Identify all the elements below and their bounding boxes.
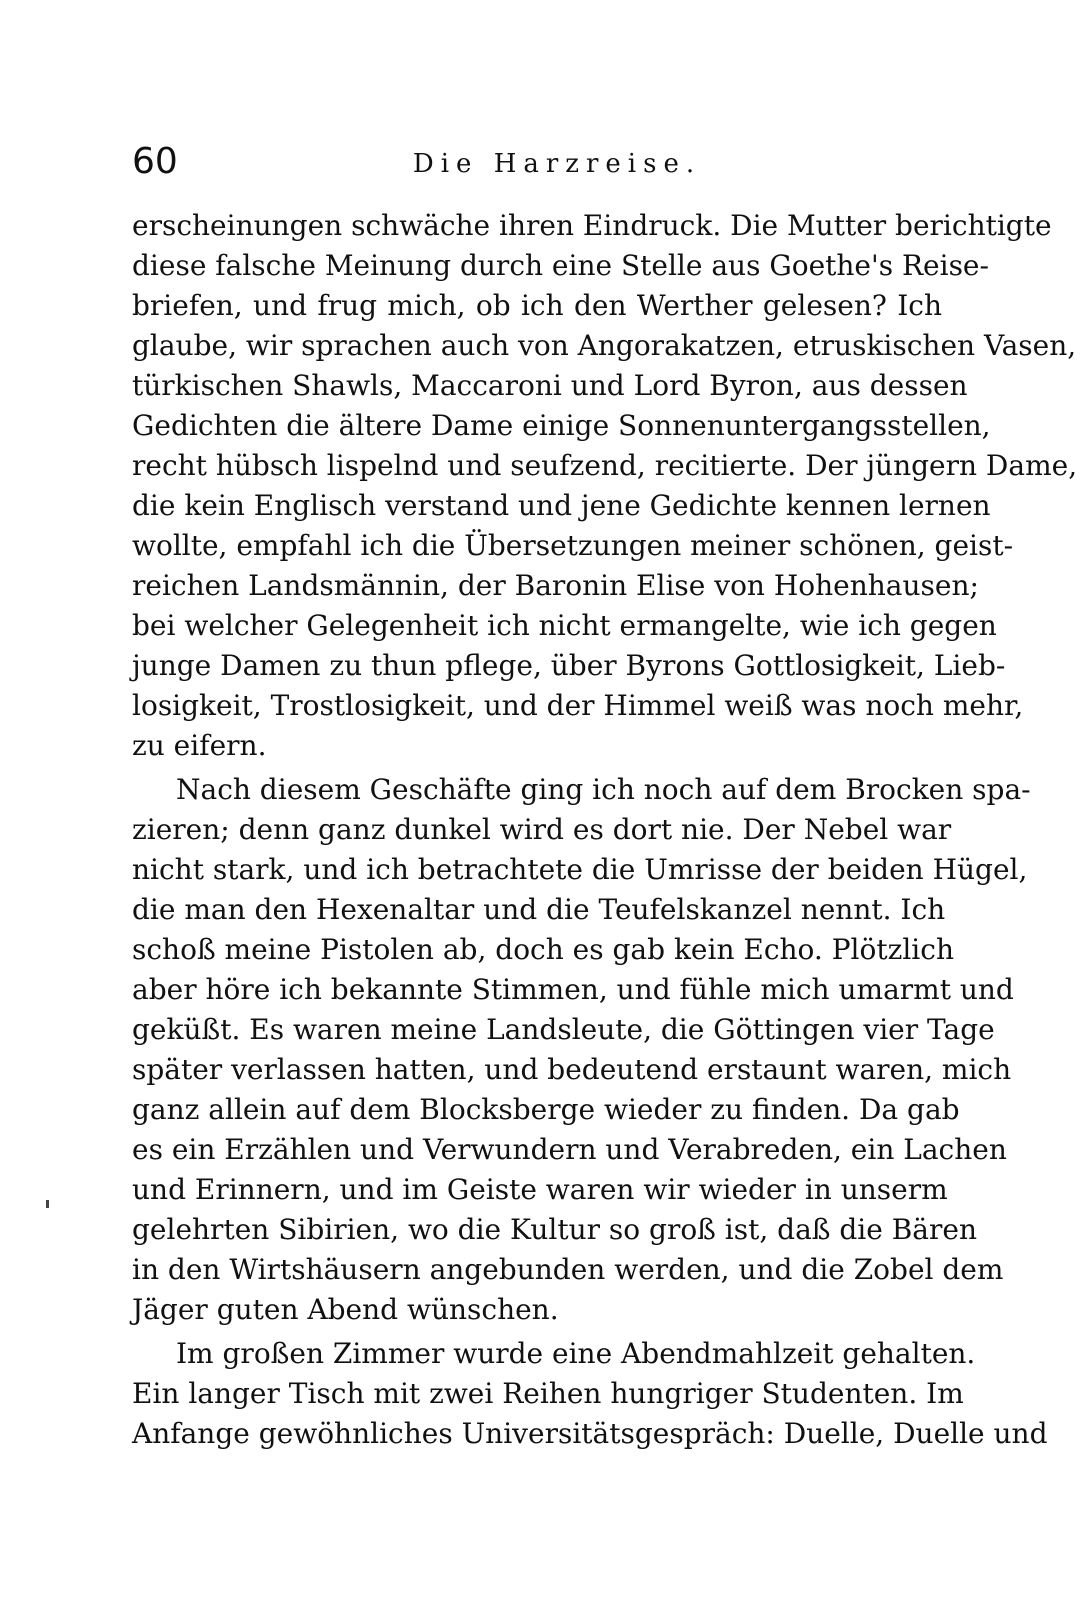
text-line: schoß meine Pistolen ab, doch es gab kein Echo. Plötzlich [132,933,954,966]
page-number: 60 [132,141,178,182]
text-line: es ein Erzählen und Verwundern und Verabreden, ein Lachen [132,1133,1007,1166]
text-line: Ein langer Tisch mit zwei Reihen hungriger Studenten. Im [132,1377,964,1410]
paragraph-1 [132,206,1078,766]
page-header [132,140,942,190]
text-line: diese falsche Meinung durch eine Stelle aus Goethe's Reise- [132,249,989,282]
text-line: gelehrten Sibirien, wo die Kultur so groß ist, daß die Bären [132,1213,977,1246]
text-line: Jäger guten Abend wünschen. [132,1293,559,1326]
text-line: ganz allein auf dem Blocksberge wieder zu finden. Da gab [132,1093,960,1126]
text-line: und Erinnern, und im Geiste waren wir wieder in unserm [132,1173,948,1206]
text-line: briefen, und frug mich, ob ich den Werther gelesen? Ich [132,289,942,322]
text-line: aber höre ich bekannte Stimmen, und fühle mich umarmt und [132,973,1014,1006]
text-line: junge Damen zu thun pflege, über Byrons Gottlosigkeit, Lieb- [132,649,1006,682]
text-line: nicht stark, und ich betrachtete die Umrisse der beiden Hügel, [132,853,1028,886]
text-line: wollte, empfahl ich die Übersetzungen meiner schönen, geist- [132,529,1014,562]
text-line: reichen Landsmännin, der Baronin Elise von Hohenhausen; [132,569,979,602]
text-line: Anfange gewöhnliches Universitätsgespräch: Duelle, Duelle und [132,1417,1048,1450]
text-line: später verlassen hatten, und bedeutend erstaunt waren, mich [132,1053,1012,1086]
text-line: bei welcher Gelegenheit ich nicht ermangelte, wie ich gegen [132,609,997,642]
text-line: recht hübsch lispelnd und seufzend, recitierte. Der jüngern Dame, [132,449,1078,482]
text-line: geküßt. Es waren meine Landsleute, die Göttingen vier Tage [132,1013,995,1046]
text-line: die kein Englisch verstand und jene Gedichte kennen lernen [132,489,991,522]
text-line: Gedichten die ältere Dame einige Sonnenuntergangsstellen, [132,409,991,442]
page-body [132,206,1078,1454]
text-line: Nach diesem Geschäfte ging ich noch auf dem Brocken spa- [176,773,1031,806]
text-line: glaube, wir sprachen auch von Angorakatzen, etruskischen Vasen, [132,329,1077,362]
text-line: Im großen Zimmer wurde eine Abendmahlzeit gehalten. [176,1337,976,1370]
ink-speck [46,1200,49,1208]
text-line: zu eifern. [132,729,267,762]
text-line: zieren; denn ganz dunkel wird es dort nie. Der Nebel war [132,813,952,846]
running-title: Die Harzreise. [412,149,702,179]
text-line: losigkeit, Trostlosigkeit, und der Himmel weiß was noch mehr, [132,689,1024,722]
text-line: die man den Hexenaltar und die Teufelskanzel nennt. Ich [132,893,946,926]
text-line: in den Wirtshäusern angebunden werden, und die Zobel dem [132,1253,1004,1286]
text-line: türkischen Shawls, Maccaroni und Lord Byron, aus dessen [132,369,968,402]
paragraph-2 [132,770,1031,1330]
paragraph-3 [132,1334,1048,1454]
text-line: erscheinungen schwäche ihren Eindruck. Die Mutter berichtigte [132,209,1052,242]
